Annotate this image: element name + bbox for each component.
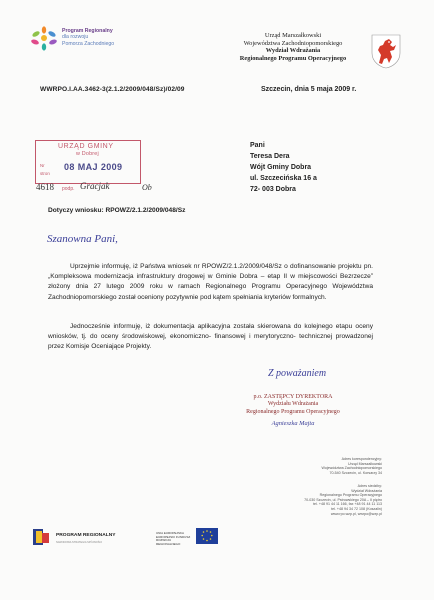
footer-eu-1: UNIA EUROPEJSKA [156, 531, 185, 535]
logo-text-block [62, 28, 132, 47]
footer-b3: Regionalnego Programu Operacyjnego [319, 493, 382, 498]
recipient-line-1: Pani [250, 142, 265, 149]
stamp-location: w Dobrej [76, 151, 99, 157]
salutation-handwritten: Szanowna Pani, [47, 233, 118, 245]
paragraph-2: Jednocześnie informuję, iż dokumentacja aplikacyjna została skierowana do kolejnego etapu oceny wniosków, tj. do oceny środowiskowej, ekonomiczno- finansowej i merytoryczno- technicznej prowadzonej przez Komisje Oceniające Projekty. [48, 323, 373, 351]
footer-b2: Wydział Wdrażania [351, 488, 382, 493]
footer-eu-3: ROZWOJU REGIONALNEGO [156, 538, 181, 546]
reference-number: WWRPO.I.AA.3462-3(2.1.2/2009/048/Sz)/02/09 [40, 86, 185, 93]
stamp-initials: Ob [142, 183, 152, 192]
recipient-line-5: 72- 003 Dobra [250, 186, 296, 193]
footer-program-label: PROGRAM REGIONALNY [56, 533, 116, 538]
footer-a1: Adres korespondencyjny: [341, 457, 382, 461]
signature-stamp-line-1: p.o. ZASTĘPCY DYREKTORA [253, 394, 333, 400]
signature-handwritten: Z poważaniem [268, 368, 327, 379]
griffin-coat-of-arms-icon [370, 33, 402, 69]
footer-a3: Województwa Zachodniopomorskiego [321, 466, 382, 471]
received-stamp [35, 140, 141, 184]
stamp-date: 08 MAJ 2009 [64, 162, 123, 172]
stamp-by-label: podp. [62, 186, 75, 192]
footer-a4: 70-540 Szczecin, ul. Korsarzy 34 [329, 470, 382, 475]
stamp-office: URZĄD GMINY [58, 143, 114, 150]
institution-line-4: Regionalnego Programu Operacyjnego [239, 54, 347, 62]
program-regionalny-logo-icon [30, 26, 58, 52]
logo-line-2: dla rozwoju [62, 34, 89, 41]
footer-b6: tel. +48 94 34 72 108 (Koszalin) [331, 506, 382, 511]
institution-line-2: Województwa Zachodniopomorskiego [243, 39, 343, 47]
footer-b7: www.rpo.wzp.pl, wwrpo@wzp.pl [330, 511, 382, 516]
signature-stamp [228, 394, 358, 428]
program-regionalny-footer-icon [32, 527, 50, 547]
footer-b5: tel. +48 91 44 11 166, fax +48 91 44 11 113 [313, 502, 382, 507]
subject-line: Dotyczy wniosku: RPOWZ/2.1.2/2009/048/Sz [48, 207, 186, 214]
institution-line-1: Urząd Marszałkowski [264, 32, 322, 39]
stamp-num-label: Nr [40, 163, 45, 168]
paragraph-1: Uprzejmie informuję, iż Państwa wniosek nr RPOWZ/2.1.2/2009/048/Sz o dofinansowanie projektu pn. „Kompleksowa modernizacja infrastruktury drogowej w Gminie Dobra – etap II w miejscowości Bezrzecze” złożony dnia 27 lutego 2009 roku w ramach Regionalnego Programu Operacyjnego Województwa Zachodniopomorskiego został oceniony pozytywnie pod kątem spełniania kryteriów formalnych. [48, 263, 373, 301]
footer-correspondence-address [260, 457, 382, 475]
logo-line-1: Program Regionalny [62, 28, 113, 34]
institution-header [218, 32, 368, 62]
place-date: Szczecin, dnia 5 maja 2009 r. [261, 86, 357, 93]
footer-b4: 70-030 Szczecin, ul. Pstrowskiego 20A – II piętro [304, 497, 382, 502]
stamp-number-handwritten: 4618 [36, 182, 54, 192]
recipient-line-2: Teresa Dera [250, 153, 290, 160]
footer-program-sub: NARODOWA STRATEGIA SPÓJNOŚCI [56, 541, 103, 544]
recipient-line-4: ul. Szczecińska 16 a [250, 175, 317, 182]
stamp-handwritten-name: Gracjak [80, 181, 110, 191]
footer-eu-text [156, 532, 196, 546]
footer-office-address [240, 484, 382, 516]
institution-line-3: Wydział Wdrażania [265, 47, 321, 55]
footer-a2: Urząd Marszałkowski [348, 461, 382, 466]
signature-stamp-line-2: Wydziału Wdrażania [267, 401, 319, 408]
stamp-pages-label: stron [40, 171, 50, 176]
eu-flag-icon [196, 528, 218, 544]
recipient-line-3: Wójt Gminy Dobra [250, 164, 312, 171]
footer-eu-2: EUROPEJSKI FUNDUSZ [156, 534, 191, 539]
recipient-address [250, 140, 370, 195]
signature-stamp-line-3: Regionalnego Programu Operacyjnego [246, 408, 340, 415]
footer-b1: Adres siedziby: [357, 484, 382, 488]
signature-stamp-name: Agnieszka Majta [271, 420, 315, 428]
logo-line-3: Pomorza Zachodniego [62, 40, 115, 47]
